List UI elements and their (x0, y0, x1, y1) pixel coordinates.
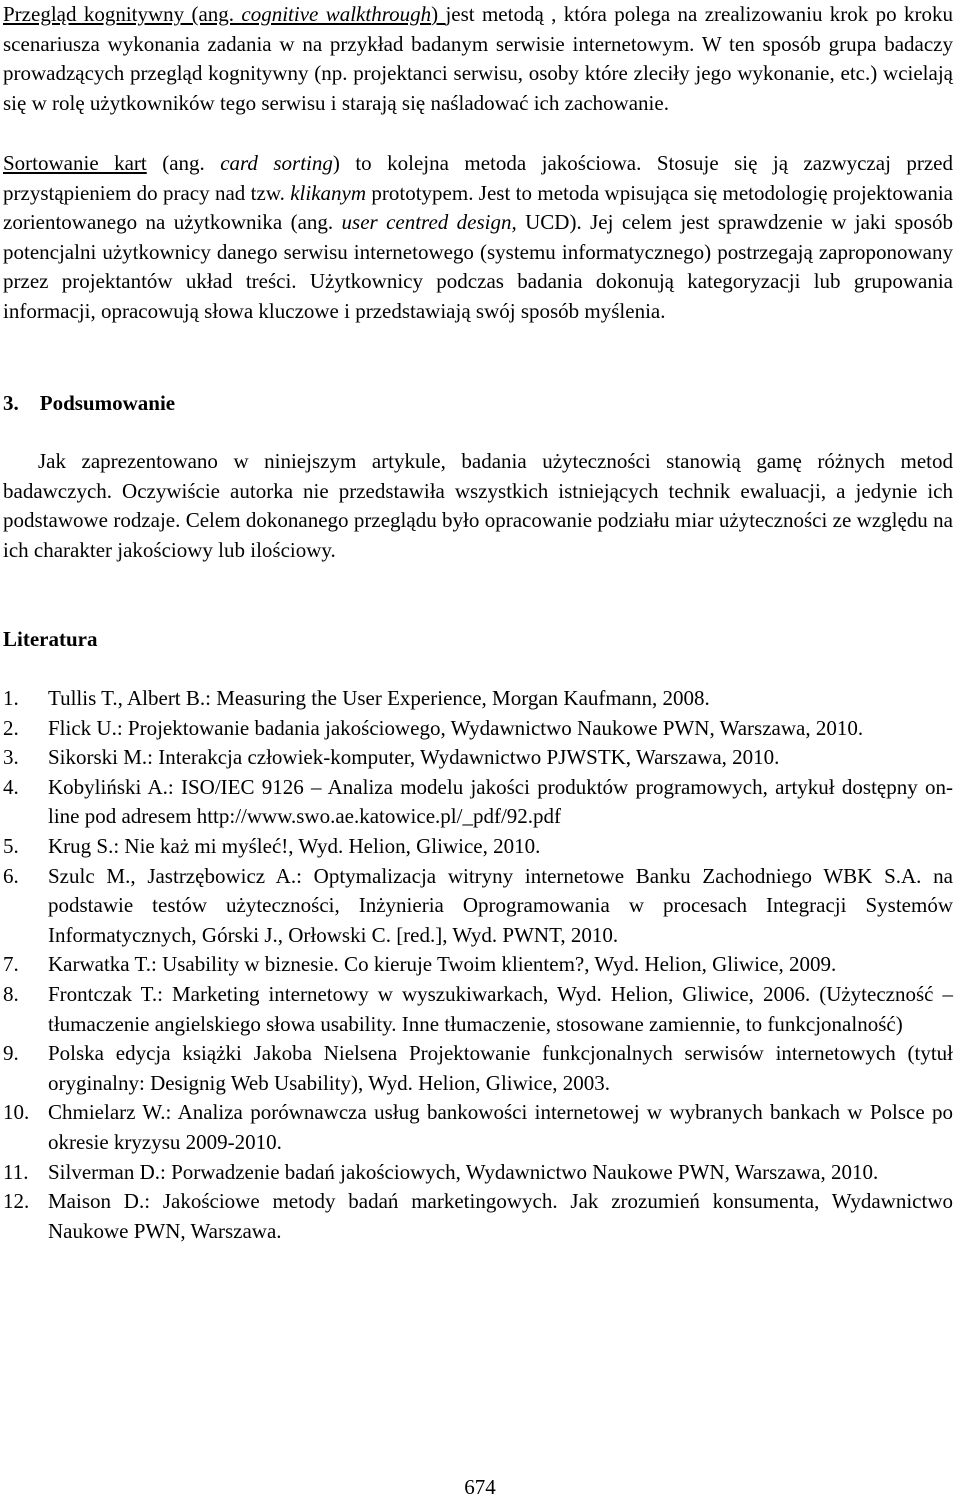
references-list (3, 684, 953, 1246)
paragraph-cognitive-walkthrough: Przegląd kognitywny (ang. cognitive walkthrough) jest metodą , która polega na zrealizowaniu krok po kroku scenariusza wykonania zadania w na przykład badanym serwisie internetowym. W ten sposób grupa badaczy prowadzących przegląd kognitywny (np. projektanci serwisu, osoby które zleciły jego wykonanie, etc.) wcielają się w rolę użytkowników tego serwisu i starają się naśladować ich zachowanie. (3, 2, 953, 115)
reference-item: 4. Kobyliński A.: ISO/IEC 9126 – Analiza modelu jakości produktów programowych, artykuł dostępny on-line pod adresem http://www.swo.ae.katowice.pl/_pdf/92.pdf (3, 774, 953, 829)
literature-heading: Literatura (3, 627, 98, 651)
paragraph-summary: Jak zaprezentowano w niniejszym artykule, badania użyteczności stanowią gamę różnych metod badawczych. Oczywiście autorka nie przedstawiła wszystkich istniejących technik ewaluacji, a jedynie ich podstawowe rodzaje. Celem dokonanego przeglądu było opracowanie podziału miar użyteczności ze względu na ich charakter jakościowy lub ilościowy. (3, 449, 953, 562)
reference-item: 8. Frontczak T.: Marketing internetowy w wyszukiwarkach, Wyd. Helion, Gliwice, 2006. (Użyteczność – tłumaczenie angielskiego słowa usability. Inne tłumaczenie, stosowane zamiennie, to funkcjonalność) (3, 981, 953, 1036)
reference-item: 6. Szulc M., Jastrzębowicz A.: Optymalizacja witryny internetowe Banku Zachodniego WBK S.A. na podstawie testów użyteczności, Inżynieria Oprogramowania w procesach Integracji Systemów Informatycznych, Górski J., Orłowski C. [red.], Wyd. PWNT, 2010. (3, 863, 953, 947)
reference-item: 12. Maison D.: Jakościowe metody badań marketingowych. Jak zrozumień konsumenta, Wydawnictwo Naukowe PWN, Warszawa. (3, 1189, 953, 1243)
reference-item: 9. Polska edycja książki Jakoba Nielsena Projektowanie funkcjonalnych serwisów internetowych (tytuł oryginalny: Designig Web Usability), Wyd. Helion, Gliwice, 2003. (3, 1041, 953, 1095)
reference-item: 3. Sikorski M.: Interakcja człowiek-komputer, Wydawnictwo PJWSTK, Warszawa, 2010. (3, 745, 780, 770)
term-card-sorting: Sortowanie kart (3, 151, 147, 175)
page-number: 674 (464, 1475, 496, 1499)
reference-item: 1. Tullis T., Albert B.: Measuring the User Experience, Morgan Kaufmann, 2008. (3, 686, 710, 710)
reference-item: 10. Chmielarz W.: Analiza porównawcza usług bankowości internetowej w wybranych bankach w Polsce po okresie kryzysu 2009-2010. (3, 1100, 953, 1154)
paragraph-card-sorting: Sortowanie kart (ang. card sorting) to kolejna metoda jakościowa. Stosuje się ją zazwyczaj przed przystąpieniem do pracy nad tzw. klikanym prototypem. Jest to metoda wpisująca się metodologię projektowania zorientowanego na użytkownika (ang. user centred design, UCD). Jej celem jest sprawdzenie w jaki sposób potencjalni użytkownicy danego serwisu internetowego (systemu informatycznego) postrzegają zaproponowany przez projektantów układ treści. Użytkownicy podczas badania dokonują kategoryzacji lub grupowania informacji, opracowują słowa kluczowe i przedstawiają swój sposób myślenia. (3, 151, 953, 323)
reference-item: 11. Silverman D.: Porwadzenie badań jakościowych, Wydawnictwo Naukowe PWN, Warszawa, 2010. (3, 1159, 879, 1184)
section-heading-summary: 3. Podsumowanie (3, 391, 176, 415)
term-cognitive-walkthrough: Przegląd kognitywny (ang. cognitive walkthrough) (3, 2, 446, 26)
reference-item: 7. Karwatka T.: Usability w biznesie. Co kieruje Twoim klientem?, Wyd. Helion, Gliwice, 2009. (3, 952, 837, 977)
reference-item: 5. Krug S.: Nie każ mi myśleć!, Wyd. Helion, Gliwice, 2010. (3, 833, 541, 858)
reference-item: 2. Flick U.: Projektowanie badania jakościowego, Wydawnictwo Naukowe PWN, Warszawa, 2010. (3, 715, 864, 740)
